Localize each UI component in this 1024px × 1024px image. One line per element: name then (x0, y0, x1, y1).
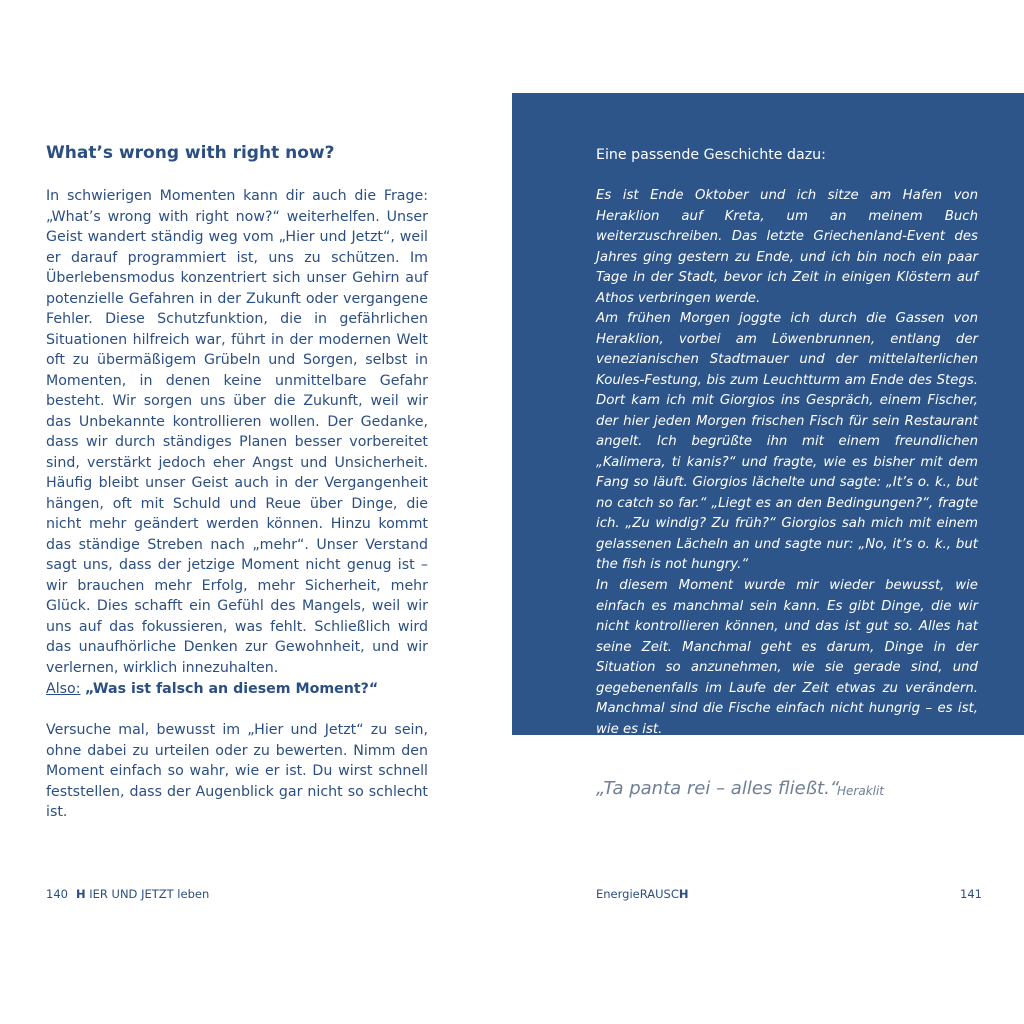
left-footer (46, 887, 209, 901)
quote-author: Heraklit (837, 784, 885, 798)
page-heading: What’s wrong with right now? (46, 143, 335, 163)
story-intro: Eine passende Geschichte dazu: (596, 147, 826, 163)
brand-name: EnergieRAUSC (596, 887, 679, 901)
footer-chapter-title: IER UND JETZT leben (89, 887, 210, 901)
right-footer-brand (596, 887, 689, 901)
also-question: „Was ist falsch an diesem Moment?“ (85, 681, 379, 697)
right-page-number: 141 (960, 887, 982, 901)
also-line (46, 679, 428, 700)
also-label: Also: (46, 681, 81, 697)
story-paragraph-1: Es ist Ende Oktober und ich sitze am Hafen von Heraklion auf Kreta, um an meinem Buch weiterzuschreiben. Das letzte Griechenland-Event des Jahres ging gestern zu Ende, und ich bin noch ein paar Tage in der Stadt, bevor ich Zeit in einigen Klöstern auf Athos verbringen werde. (596, 188, 978, 306)
intro-paragraph: In schwierigen Momenten kann dir auch die Frage: „What’s wrong with right now?“ weiterhelfen. Unser Geist wandert ständig weg vom „Hier und Jetzt“, weil er darauf programmiert ist, uns zu schützen. Im Überlebensmodus konzentriert sich unser Gehirn auf potenzielle Gefahren in der Zukunft oder vergangene Fehler. Diese Schutzfunktion, die in gefährlichen Situationen hilfreich war, führt in der modernen Welt oft zu übermäßigem Grübeln und Sorgen, selbst in Momenten, in denen keine unmittelbare Gefahr besteht. Wir sorgen uns über die Zukunft, weil wir das Unbekannte kontrollieren wollen. Der Gedanke, dass wir durch ständiges Planen besser vorbereitet sind, verstärkt jedoch eher Angst und Unsicherheit. Häufig bleibt unser Geist auch in der Vergangenheit hängen, oft mit Schuld und Reue über Dinge, die nicht mehr geändert werden können. Hinzu kommt das ständige Streben nach „mehr“. Unser Verstand sagt uns, dass der jetzige Moment nicht genug ist – wir brauchen mehr Erfolg, mehr Sicherheit, mehr Glück. Dies schafft ein Gefühl des Mangels, weil wir uns auf das fokussieren, was fehlt. Schließlich wird das unaufhörliche Denken zur Gewohnheit, und wir verlernen, wirklich innezuhalten. (46, 188, 428, 676)
quote-text: „Ta panta rei – alles fließt.“ (596, 778, 840, 799)
footer-h-letter: H (75, 887, 86, 901)
brand-h-letter: H (678, 887, 689, 901)
story-paragraph-2: Am frühen Morgen joggte ich durch die Gassen von Heraklion, vorbei am Löwenbrunnen, entlang der venezianischen Stadtmauer und der mittelalterlichen Koules-Festung, bis zum Leuchtturm am Ende des Stegs. Dort kam ich mit Giorgios ins Gespräch, einem Fischer, der hier jeden Morgen frischen Fisch für sein Restaurant angelt. Ich begrüßte ihn mit einem freundlichen „Kalimera, ti kanis?“ und fragte, wie es bisher mit dem Fang so läuft. Giorgios lächelte und sagte: „It’s o. k., but no catch so far.“ „Liegt es an den Bedingungen?“, fragte ich. „Zu windig? Zu früh?“ Giorgios sah mich mit einem gelassenen Lächeln an und sagte nur: „No, it’s o. k., but the fish is not hungry.“ (596, 311, 978, 572)
left-page-number: 140 (46, 887, 68, 901)
closing-paragraph: Versuche mal, bewusst im „Hier und Jetzt“ zu sein, ohne dabei zu urteilen oder zu bewerten. Nimm den Moment einfach so wahr, wie er ist. Du wirst schnell feststellen, dass der Augenblick gar nicht so schlecht ist. (46, 722, 428, 820)
story-paragraph-3: In diesem Moment wurde mir wieder bewusst, wie einfach es manchmal sein kann. Es gibt Dinge, die wir nicht kontrollieren können, und das ist gut so. Alles hat seine Zeit. Manchmal geht es darum, Dinge in der Situation so anzunehmen, wie sie gerade sind, und gegebenenfalls im Laufe der Zeit etwas zu verändern. Manchmal sind die Fische einfach nicht hungrig – es ist, wie es ist. (596, 578, 978, 737)
